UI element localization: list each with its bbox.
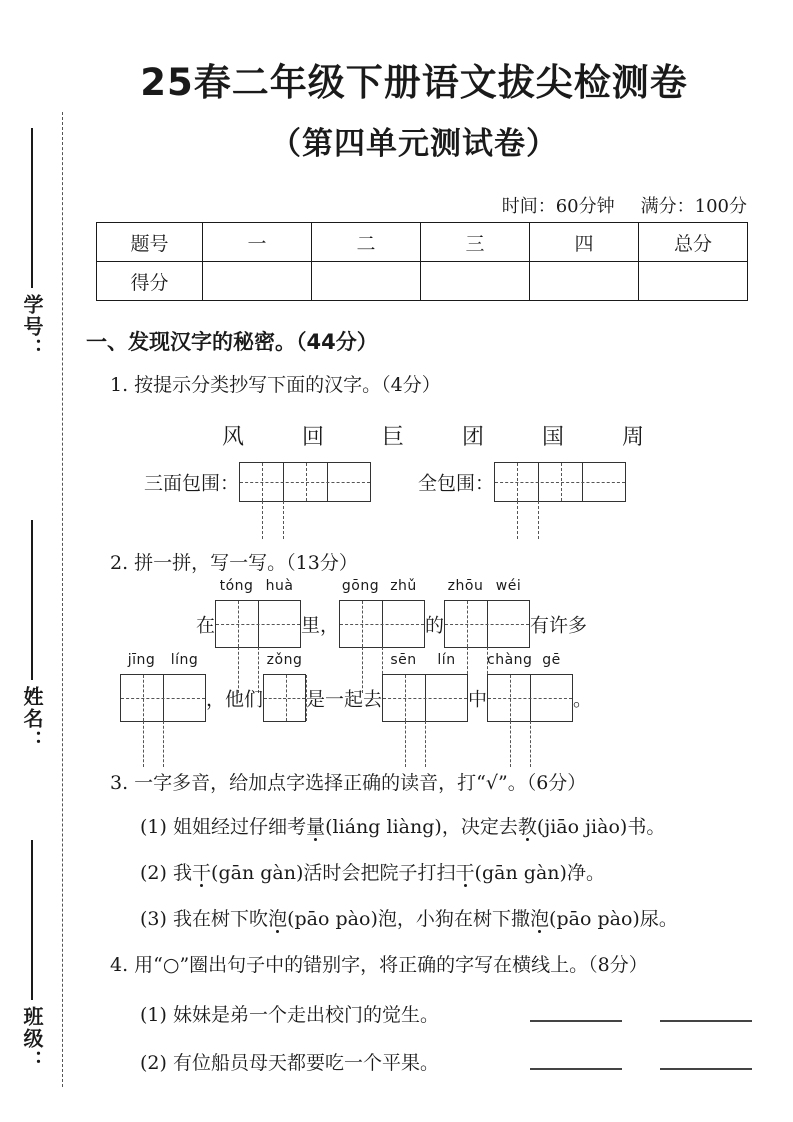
sentence-text: 2 — [147, 862, 160, 884]
question-3-item-2 — [140, 858, 605, 885]
sentence-text: 我 — [172, 862, 192, 884]
sentence-text: g — [260, 862, 273, 884]
sentence-text: à — [609, 908, 621, 930]
sentence-text: 。 — [646, 816, 666, 838]
sentence-text: 定 — [479, 816, 499, 838]
sentence-text: n — [505, 862, 518, 884]
sentence-text: o — [620, 908, 633, 930]
emphasized-character: 泡 — [268, 904, 287, 931]
tianzige-vertical-guide — [143, 721, 144, 767]
pinyin-label: huà — [265, 578, 294, 594]
sentence-text: g — [523, 862, 536, 884]
sentence-text: 在 — [192, 908, 212, 930]
tianzige-horizontal-guide — [383, 698, 467, 699]
sentence-text: 子 — [398, 862, 418, 884]
sentence-text: l — [386, 816, 393, 838]
sentence-text: o — [359, 908, 371, 930]
question-3-item-3 — [140, 904, 678, 931]
sentence-text: 泡 — [377, 908, 397, 930]
tianzige-horizontal-guide — [240, 482, 370, 483]
answer-tianzige-group[interactable] — [494, 462, 626, 502]
sentence-text: o — [318, 908, 330, 930]
tianzige-horizontal-guide — [495, 482, 625, 483]
margin-field-student-id — [0, 128, 64, 360]
question-2-content-row — [120, 674, 592, 722]
sentence-text: à — [272, 862, 284, 884]
sentence-text: 中 — [468, 688, 488, 711]
sentence-text: à — [398, 816, 410, 838]
sentence-text: ā — [568, 908, 580, 930]
question-1-category-2 — [418, 462, 626, 502]
sentence-text: 。 — [585, 862, 605, 884]
score-table-row — [97, 223, 748, 262]
score-table — [96, 222, 748, 301]
pinyin-label: líng — [170, 652, 199, 668]
tianzige-vertical-guide — [510, 721, 511, 767]
margin-label-name: 姓名： — [20, 686, 44, 752]
sentence-text: 我 — [172, 908, 192, 930]
answer-tianzige-group[interactable] — [339, 600, 425, 648]
margin-write-rule-class — [31, 840, 33, 1000]
sentence-text: j — [544, 816, 551, 838]
sample-character: 团 — [462, 425, 485, 450]
sentence-text: ( — [474, 862, 482, 884]
emphasized-character: 干 — [192, 858, 211, 885]
sentence-text: g — [481, 862, 495, 884]
sentence-text: ) — [559, 862, 567, 884]
sentence-text: 下 — [230, 908, 250, 930]
sample-character: 国 — [542, 425, 565, 450]
left-margin-strip — [0, 0, 64, 1122]
answer-tianzige-group[interactable] — [487, 674, 573, 722]
sentence-text: ) — [619, 816, 628, 838]
score-table-row — [97, 262, 748, 301]
score-table-score-cell[interactable] — [639, 262, 748, 301]
sentence-text: ) — [434, 816, 442, 838]
sentence-text: 有许多 — [530, 614, 588, 637]
tianzige-cell[interactable] — [240, 501, 284, 539]
pinyin-label: zhōu — [447, 578, 484, 594]
sentence-text: 时 — [322, 862, 342, 884]
question-4-prompt: 4. 用“○”圈出句子中的错别字，将正确的字写在横线上。（8分） — [110, 954, 648, 976]
pinyin-label: gōng — [341, 578, 380, 594]
score-table-row-label: 得分 — [97, 262, 203, 301]
sentence-text: ( — [549, 908, 557, 930]
score-table-score-cell[interactable] — [203, 262, 312, 301]
sentence-text: 的 — [425, 614, 445, 637]
sentence-text: 撒 — [510, 908, 530, 930]
sentence-text: 姐 — [172, 816, 192, 838]
score-table-score-cell[interactable] — [530, 262, 639, 301]
emphasized-character: 量 — [306, 812, 325, 839]
sentence-text: 在 — [196, 614, 216, 637]
sentence-text: 狗 — [434, 908, 454, 930]
answer-blank-2b[interactable] — [660, 1068, 752, 1070]
score-table-header-cell: 总分 — [639, 223, 748, 262]
sentence-text: à — [347, 908, 359, 930]
sentence-text: ) — [295, 862, 304, 884]
answer-tianzige-group[interactable] — [263, 674, 306, 722]
sentence-text: 去 — [498, 816, 518, 838]
sentence-text: n — [547, 862, 560, 884]
pinyin-label: chàng — [487, 652, 533, 668]
sentence-text: ( — [325, 816, 333, 838]
category-label: 三面包围： — [144, 472, 240, 495]
question-2-content-row — [196, 600, 587, 648]
sentence-text: p — [556, 908, 569, 930]
sentence-text: ā — [306, 908, 318, 930]
sentence-text: ) — [159, 908, 167, 930]
tianzige-horizontal-guide — [121, 698, 205, 699]
sentence-text: ) — [632, 908, 640, 930]
question-3-item-1 — [140, 812, 665, 839]
section-heading-1: 一、发现汉字的秘密。（44分） — [86, 330, 378, 354]
sentence-text: j — [585, 816, 592, 838]
score-table-row-label: 题号 — [97, 223, 203, 262]
sentence-text: 树 — [472, 908, 492, 930]
sample-character: 巨 — [382, 425, 405, 450]
sentence-text: 考 — [287, 816, 307, 838]
pinyin-label: tóng — [219, 578, 254, 594]
tianzige-cell[interactable] — [121, 721, 164, 767]
sentence-text: 姐 — [192, 816, 212, 838]
margin-label-class: 班级： — [20, 1006, 44, 1072]
sentence-text: 扫 — [436, 862, 456, 884]
question-1-prompt: 1. 按提示分类抄写下面的汉字。（4分） — [110, 374, 441, 396]
exam-meta-line — [502, 192, 747, 218]
page-subtitle: （第四单元测试卷） — [270, 126, 558, 162]
sentence-text: 下 — [491, 908, 511, 930]
sentence-text: g — [422, 816, 435, 838]
margin-write-rule-student-id — [31, 128, 33, 288]
sentence-text: n — [283, 862, 296, 884]
sentence-text: 过 — [230, 816, 250, 838]
sentence-text: g — [218, 862, 231, 884]
tianzige-horizontal-guide — [264, 698, 305, 699]
sentence-text: i — [591, 816, 598, 838]
emphasized-character: 教 — [518, 812, 537, 839]
answer-blank-2a[interactable] — [530, 1068, 622, 1070]
margin-write-rule-name — [31, 520, 33, 680]
pinyin-label: zhǔ — [390, 578, 417, 594]
sample-character: 风 — [222, 425, 245, 450]
sentence-text: ā — [230, 862, 242, 884]
sentence-text: l — [332, 816, 339, 838]
sentence-text: 书 — [627, 816, 647, 838]
pinyin-label: wéi — [495, 578, 522, 594]
sentence-text: ( — [140, 908, 148, 930]
page-title: 25春二年级下册语文拔尖检测卷 — [140, 61, 688, 104]
sentence-text: 小 — [415, 908, 435, 930]
sentence-text: ā — [494, 862, 506, 884]
sentence-text: p — [597, 908, 610, 930]
sentence-text: 净 — [566, 862, 586, 884]
sentence-text: p — [294, 908, 307, 930]
sentence-text: ) — [370, 908, 378, 930]
question-2-prompt: 2. 拼一拼，写一写。（13分） — [110, 552, 358, 574]
answer-tianzige-group[interactable] — [239, 462, 371, 502]
sentence-text: 仔 — [249, 816, 269, 838]
exam-time-label: 时间：60分钟 — [501, 196, 615, 217]
margin-label-student-id: 学号： — [20, 294, 44, 360]
sentence-text: 3 — [147, 908, 160, 930]
score-table-score-cell[interactable] — [312, 262, 421, 301]
score-table-score-cell[interactable] — [421, 262, 530, 301]
pinyin-label: lín — [437, 652, 456, 668]
answer-tianzige-group[interactable] — [444, 600, 530, 648]
sentence-text: 吹 — [249, 908, 269, 930]
emphasized-character: 干 — [456, 858, 475, 885]
sentence-text: 1 — [147, 816, 160, 838]
score-table-header-cell: 四 — [530, 223, 639, 262]
score-table-header-cell: 一 — [203, 223, 312, 262]
emphasized-character: 泡 — [530, 904, 549, 931]
sentence-text: ( — [211, 862, 219, 884]
sentence-text: ( — [536, 816, 545, 838]
sentence-text: 树 — [211, 908, 231, 930]
sentence-text: g — [368, 816, 381, 838]
answer-tianzige-group[interactable] — [215, 600, 301, 648]
tianzige-horizontal-guide — [340, 624, 424, 625]
margin-field-class — [0, 840, 64, 1072]
sentence-text: 把 — [360, 862, 380, 884]
tianzige-vertical-guide — [262, 501, 263, 539]
sentence-text: 。 — [573, 688, 593, 711]
sentence-text: p — [335, 908, 348, 930]
sentence-text: ) — [159, 862, 167, 884]
sentence-text: 细 — [268, 816, 288, 838]
sentence-text: ( — [140, 816, 148, 838]
sentence-text: 里， — [301, 614, 340, 637]
sentence-text: n — [356, 816, 369, 838]
question-3-prompt: 3. 一字多音，给加点字选择正确的读音，打“√”。（6分） — [110, 772, 587, 794]
tianzige-vertical-guide — [517, 501, 518, 539]
sentence-text: n — [409, 816, 423, 838]
sentence-text: ) — [159, 816, 167, 838]
sentence-text: 院 — [379, 862, 399, 884]
sentence-text: 打 — [417, 862, 437, 884]
tianzige-horizontal-guide — [445, 624, 529, 625]
tianzige-vertical-guide — [405, 721, 406, 767]
sentence-text: ( — [140, 862, 148, 884]
sentence-text: ( — [287, 908, 295, 930]
question-4-item-1: (1) 妹妹是弟一个走出校门的觉生。 — [140, 1004, 439, 1026]
category-label: 全包围： — [418, 472, 495, 495]
pinyin-label: zǒng — [266, 652, 303, 668]
exam-total-label: 满分：100分 — [640, 196, 747, 217]
sentence-text: o — [579, 908, 592, 930]
sentence-text: 在 — [453, 908, 473, 930]
tianzige-cell[interactable] — [495, 501, 539, 539]
sentence-text: à — [535, 862, 548, 884]
pinyin-label: jīng — [127, 652, 156, 668]
answer-tianzige-group[interactable] — [120, 674, 206, 722]
score-table-header-cell: 三 — [421, 223, 530, 262]
exam-page-body — [64, 0, 793, 1122]
question-1-category-1 — [144, 462, 371, 502]
sentence-text: ， — [396, 908, 416, 930]
sentence-text: ā — [556, 816, 568, 838]
sample-character: 周 — [622, 425, 645, 450]
tianzige-horizontal-guide — [488, 698, 572, 699]
tianzige-cell[interactable] — [383, 721, 426, 767]
tianzige-cell[interactable] — [488, 721, 531, 767]
sample-character: 回 — [302, 425, 325, 450]
sentence-text: i — [550, 816, 557, 838]
question-4-item-2: (2) 有位船员母天都要吃一个平果。 — [140, 1052, 439, 1074]
sentence-text: 是一起去 — [306, 688, 383, 711]
sentence-text: i — [392, 816, 399, 838]
sentence-text: á — [344, 816, 357, 838]
margin-field-name — [0, 520, 64, 752]
sentence-text: 决 — [460, 816, 480, 838]
sentence-text: n — [241, 862, 255, 884]
sentence-text: 会 — [341, 862, 361, 884]
pinyin-label: sēn — [390, 652, 417, 668]
answer-tianzige-group[interactable] — [382, 674, 468, 722]
sentence-text: 经 — [211, 816, 231, 838]
answer-blank-1b[interactable] — [660, 1020, 752, 1022]
sentence-text: o — [608, 816, 620, 838]
sentence-text: 尿 — [639, 908, 659, 930]
tianzige-horizontal-guide — [216, 624, 300, 625]
pinyin-label: gē — [542, 652, 561, 668]
sentence-text: à — [597, 816, 609, 838]
sentence-text: o — [567, 816, 580, 838]
sentence-text: ， — [441, 816, 461, 838]
answer-blank-1a[interactable] — [530, 1020, 622, 1022]
sentence-text: 。 — [658, 908, 678, 930]
sentence-text: 活 — [303, 862, 323, 884]
score-table-header-cell: 二 — [312, 223, 421, 262]
sentence-text: i — [338, 816, 345, 838]
sentence-text: ，他们 — [206, 688, 264, 711]
